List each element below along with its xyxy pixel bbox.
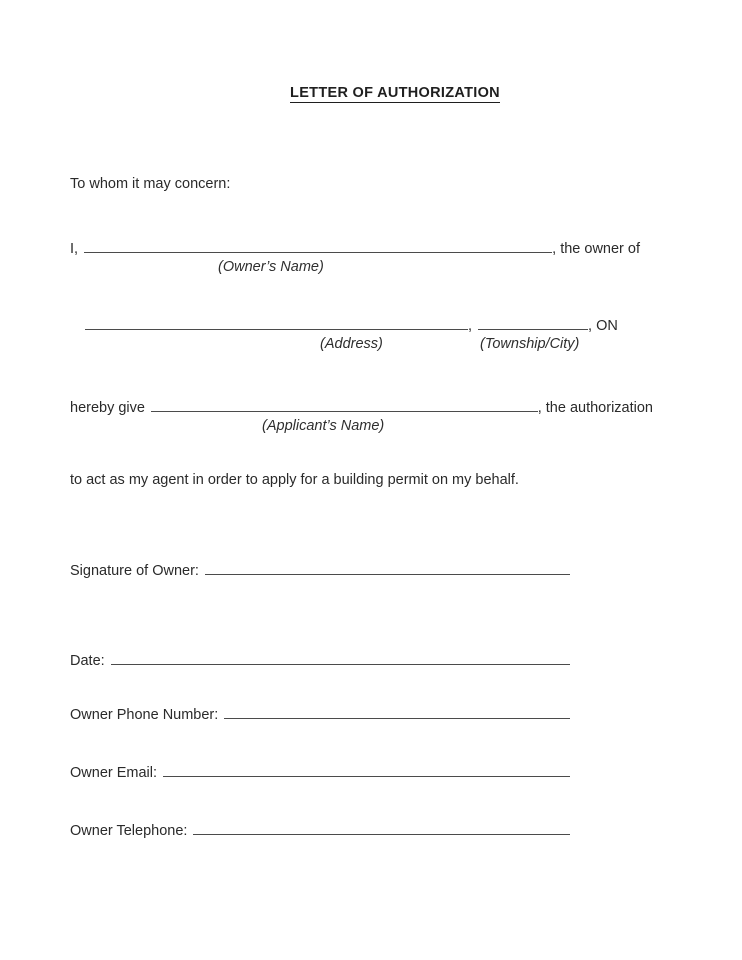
body-text: to act as my agent in order to apply for a building permit on my behalf. xyxy=(70,472,519,488)
owner-name-hint: (Owner’s Name) xyxy=(218,259,324,275)
applicant-name-hint: (Applicant’s Name) xyxy=(262,418,385,434)
phone-blank[interactable] xyxy=(224,705,570,719)
signature-blank[interactable] xyxy=(205,561,570,575)
phone-field-row xyxy=(70,705,570,724)
address-line xyxy=(85,316,633,335)
page-title xyxy=(70,85,720,103)
date-label: Date: xyxy=(70,653,105,669)
applicant-line-prefix: hereby give xyxy=(70,400,145,416)
date-field-row xyxy=(70,651,570,670)
salutation: To whom it may concern: xyxy=(70,176,231,192)
authorization-letter xyxy=(70,0,720,840)
owner-name-hint-row xyxy=(70,258,720,276)
applicant-line-suffix: , the authorization xyxy=(537,400,653,416)
owner-line-suffix: , the owner of xyxy=(552,241,640,257)
date-blank[interactable] xyxy=(111,651,570,665)
email-label: Owner Email: xyxy=(70,765,158,781)
telephone-label: Owner Telephone: xyxy=(70,823,188,839)
phone-label: Owner Phone Number: xyxy=(70,707,219,723)
telephone-field-row xyxy=(70,821,570,840)
applicant-hint-row xyxy=(70,417,720,435)
owner-name-blank[interactable] xyxy=(84,239,552,253)
address-line-suffix: , ON xyxy=(588,318,618,334)
page-title-text: LETTER OF AUTHORIZATION xyxy=(290,85,500,101)
telephone-blank[interactable] xyxy=(193,821,570,835)
email-field-row xyxy=(70,763,570,782)
address-hint-row xyxy=(70,335,720,353)
township-city-hint: (Township/City) xyxy=(480,336,580,352)
applicant-name-line xyxy=(70,398,653,417)
signature-field-row xyxy=(70,561,570,580)
applicant-name-blank[interactable] xyxy=(151,398,538,412)
address-blank[interactable] xyxy=(85,316,468,330)
address-hint: (Address) xyxy=(320,336,383,352)
address-line-comma: , xyxy=(468,318,473,334)
owner-name-line xyxy=(70,239,640,258)
township-city-blank[interactable] xyxy=(478,316,588,330)
signature-label: Signature of Owner: xyxy=(70,563,199,579)
owner-line-prefix: I, xyxy=(70,241,79,257)
email-blank[interactable] xyxy=(163,763,570,777)
